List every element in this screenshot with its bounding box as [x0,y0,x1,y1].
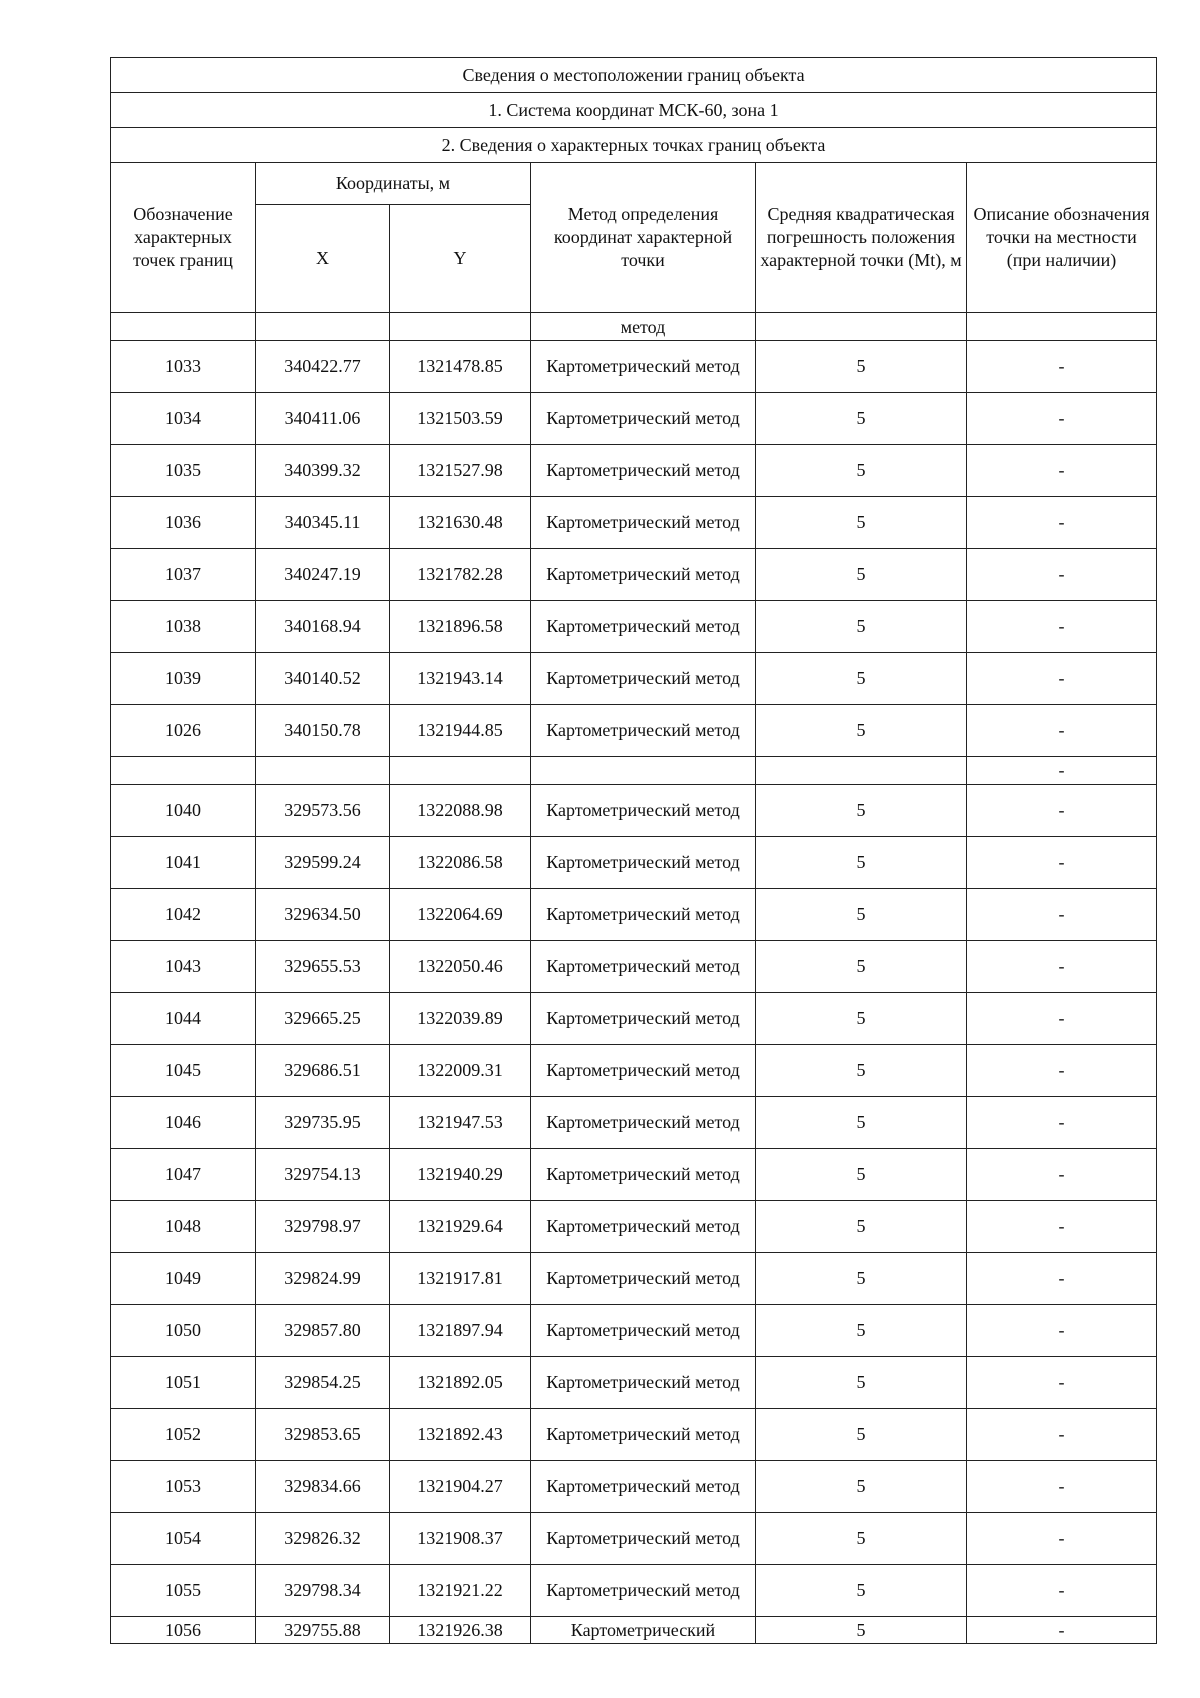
cell-coord-y: 1322086.58 [390,837,531,889]
cell-point-id: 1034 [111,393,256,445]
table-row [111,1045,1157,1097]
cell-point-id: 1049 [111,1253,256,1305]
cell-method: Картометрический метод [531,1513,756,1565]
cell-coord-y: 1321926.38 [390,1617,531,1644]
cell-mt-error: 5 [756,1097,967,1149]
cell-coord-x: 329826.32 [256,1513,390,1565]
document-page [110,57,1156,1644]
cell-point-id: 1052 [111,1409,256,1461]
cell-point-id: 1043 [111,941,256,993]
cell-coord-y: 1322009.31 [390,1045,531,1097]
cell-description: - [967,1305,1157,1357]
table-row [111,1253,1157,1305]
cell-method-fragment: метод [531,313,756,341]
cell-method: Картометрический метод [531,341,756,393]
cell-method: Картометрический метод [531,941,756,993]
cell-method: Картометрический метод [531,1253,756,1305]
table-row [111,341,1157,393]
cell-description: - [967,1357,1157,1409]
cell-method: Картометрический метод [531,497,756,549]
cell-mt-error: 5 [756,1253,967,1305]
cell-description: - [967,1409,1157,1461]
header-x: X [256,205,390,313]
cell-coord-y: 1321929.64 [390,1201,531,1253]
cell-point-id: 1035 [111,445,256,497]
cell-point-id: 1039 [111,653,256,705]
cell-coord-y: 1321892.05 [390,1357,531,1409]
table-row [111,497,1157,549]
cell-empty [390,757,531,785]
cell-mt-error: 5 [756,497,967,549]
cell-point-id: 1041 [111,837,256,889]
table-title: Сведения о местоположении границ объекта [111,58,1157,93]
cell-point-id: 1038 [111,601,256,653]
cell-description: - [967,341,1157,393]
table-row [111,1097,1157,1149]
cell-mt-error: 5 [756,1149,967,1201]
cell-method: Картометрический метод [531,1305,756,1357]
cell-method: Картометрический метод [531,1201,756,1253]
table-row [111,993,1157,1045]
cell-description: - [967,757,1157,785]
cell-point-id: 1047 [111,1149,256,1201]
cell-empty [967,313,1157,341]
cell-coord-x: 329755.88 [256,1617,390,1644]
cell-description: - [967,549,1157,601]
cell-description: - [967,1201,1157,1253]
cell-empty [390,313,531,341]
cell-mt-error: 5 [756,601,967,653]
cell-coord-x: 340150.78 [256,705,390,757]
cell-coord-y: 1321947.53 [390,1097,531,1149]
cell-point-id: 1048 [111,1201,256,1253]
cell-coord-y: 1321897.94 [390,1305,531,1357]
cell-coord-y: 1321917.81 [390,1253,531,1305]
cell-coord-x: 340140.52 [256,653,390,705]
cell-method: Картометрический метод [531,1045,756,1097]
cell-method: Картометрический метод [531,1097,756,1149]
cell-empty [756,313,967,341]
cell-mt-error: 5 [756,393,967,445]
cell-point-id: 1040 [111,785,256,837]
cell-method: Картометрический метод [531,1565,756,1617]
cell-coord-x: 329853.65 [256,1409,390,1461]
cell-description: - [967,1461,1157,1513]
cell-mt-error: 5 [756,785,967,837]
cell-coord-x: 340345.11 [256,497,390,549]
cell-description: - [967,993,1157,1045]
cell-empty [256,757,390,785]
table-row [111,785,1157,837]
cell-point-id: 1044 [111,993,256,1045]
cell-description: - [967,1097,1157,1149]
cell-description: - [967,1253,1157,1305]
cell-coord-x: 340399.32 [256,445,390,497]
cell-mt-error: 5 [756,1565,967,1617]
cell-coord-x: 329735.95 [256,1097,390,1149]
table-row [111,1149,1157,1201]
table-row [111,1357,1157,1409]
cell-method: Картометрический метод [531,837,756,889]
cell-description: - [967,497,1157,549]
cell-method: Картометрический метод [531,1149,756,1201]
table-row [111,1409,1157,1461]
cell-method: Картометрический метод [531,1409,756,1461]
cell-method: Картометрический [531,1617,756,1644]
table-row [111,1513,1157,1565]
cell-coord-y: 1322088.98 [390,785,531,837]
cell-point-id: 1036 [111,497,256,549]
cell-mt-error: 5 [756,1409,967,1461]
cell-coord-y: 1321896.58 [390,601,531,653]
header-description: Описание обозначения точки на местности (при наличии) [967,163,1157,313]
header-point-designation: Обозначение характерных точек границ [111,163,256,313]
cell-coord-y: 1321943.14 [390,653,531,705]
table-row [111,705,1157,757]
cell-description: - [967,393,1157,445]
cell-description: - [967,1045,1157,1097]
cell-coord-y: 1321478.85 [390,341,531,393]
table-row [111,837,1157,889]
cell-point-id: 1033 [111,341,256,393]
cell-point-id: 1042 [111,889,256,941]
cell-method: Картометрический метод [531,1461,756,1513]
cell-coord-y: 1322039.89 [390,993,531,1045]
cell-method: Картометрический метод [531,393,756,445]
cell-coord-x: 329686.51 [256,1045,390,1097]
table-row [111,653,1157,705]
table-row [111,601,1157,653]
cell-coord-y: 1321630.48 [390,497,531,549]
cell-description: - [967,837,1157,889]
cell-description: - [967,1149,1157,1201]
cell-coord-x: 329857.80 [256,1305,390,1357]
cell-coord-x: 329854.25 [256,1357,390,1409]
cell-coord-x: 329754.13 [256,1149,390,1201]
cell-coord-x: 329573.56 [256,785,390,837]
table-row [111,393,1157,445]
cell-point-id: 1026 [111,705,256,757]
cell-mt-error: 5 [756,837,967,889]
cell-coord-x: 329655.53 [256,941,390,993]
table-row [111,1305,1157,1357]
header-coordinates: Координаты, м [256,163,531,205]
table-row-last [111,1617,1157,1644]
cell-description: - [967,785,1157,837]
cell-description: - [967,1513,1157,1565]
cell-coord-x: 329599.24 [256,837,390,889]
table-row [111,889,1157,941]
cell-empty [756,757,967,785]
cell-coord-y: 1321921.22 [390,1565,531,1617]
cell-description: - [967,1617,1157,1644]
cell-point-id: 1056 [111,1617,256,1644]
cell-point-id: 1045 [111,1045,256,1097]
boundary-points-table [110,57,1157,1644]
cell-point-id: 1037 [111,549,256,601]
table-row [111,941,1157,993]
header-error: Средняя квадратическая погрешность положения характерной точки (Mt), м [756,163,967,313]
cell-coord-x: 329834.66 [256,1461,390,1513]
cell-coord-x: 329634.50 [256,889,390,941]
cell-coord-x: 329665.25 [256,993,390,1045]
cell-coord-x: 340247.19 [256,549,390,601]
table-row [111,549,1157,601]
cell-empty [111,313,256,341]
cell-coord-y: 1321503.59 [390,393,531,445]
cell-mt-error: 5 [756,653,967,705]
cell-mt-error: 5 [756,705,967,757]
cell-mt-error: 5 [756,445,967,497]
cell-empty [256,313,390,341]
table-row [111,1565,1157,1617]
cell-coord-x: 329824.99 [256,1253,390,1305]
table-row [111,1201,1157,1253]
cell-point-id: 1055 [111,1565,256,1617]
cell-mt-error: 5 [756,889,967,941]
table-row [111,445,1157,497]
cell-coord-x: 340411.06 [256,393,390,445]
cell-method: Картометрический метод [531,889,756,941]
cell-description: - [967,889,1157,941]
cell-mt-error: 5 [756,341,967,393]
cell-coord-y: 1322050.46 [390,941,531,993]
cell-description: - [967,601,1157,653]
cell-description: - [967,705,1157,757]
cell-point-id: 1054 [111,1513,256,1565]
table-row [111,1461,1157,1513]
cell-mt-error: 5 [756,1357,967,1409]
cell-mt-error: 5 [756,1617,967,1644]
cell-mt-error: 5 [756,993,967,1045]
cell-method: Картометрический метод [531,705,756,757]
cell-description: - [967,941,1157,993]
points-section-title: 2. Сведения о характерных точках границ объекта [111,128,1157,163]
cell-point-id: 1051 [111,1357,256,1409]
cell-mt-error: 5 [756,1513,967,1565]
cell-coord-x: 329798.34 [256,1565,390,1617]
cell-mt-error: 5 [756,941,967,993]
cell-coord-y: 1321892.43 [390,1409,531,1461]
cell-method: Картометрический метод [531,1357,756,1409]
header-y: Y [390,205,531,313]
cell-point-id: 1046 [111,1097,256,1149]
coordinate-system: 1. Система координат МСК-60, зона 1 [111,93,1157,128]
header-method: Метод определения координат характерной точки [531,163,756,313]
cell-coord-y: 1321908.37 [390,1513,531,1565]
cell-method: Картометрический метод [531,549,756,601]
cell-empty [111,757,256,785]
cell-description: - [967,653,1157,705]
cell-coord-y: 1321940.29 [390,1149,531,1201]
cell-method: Картометрический метод [531,653,756,705]
cell-method: Картометрический метод [531,445,756,497]
cell-coord-y: 1321904.27 [390,1461,531,1513]
cell-coord-y: 1321782.28 [390,549,531,601]
cell-empty [531,757,756,785]
table-row-fragment [111,313,1157,341]
cell-mt-error: 5 [756,549,967,601]
cell-coord-y: 1321527.98 [390,445,531,497]
cell-method: Картометрический метод [531,993,756,1045]
cell-method: Картометрический метод [531,601,756,653]
cell-coord-y: 1321944.85 [390,705,531,757]
cell-coord-x: 329798.97 [256,1201,390,1253]
cell-coord-x: 340168.94 [256,601,390,653]
cell-coord-y: 1322064.69 [390,889,531,941]
cell-mt-error: 5 [756,1201,967,1253]
cell-description: - [967,1565,1157,1617]
cell-mt-error: 5 [756,1045,967,1097]
cell-method: Картометрический метод [531,785,756,837]
cell-mt-error: 5 [756,1461,967,1513]
cell-mt-error: 5 [756,1305,967,1357]
cell-point-id: 1053 [111,1461,256,1513]
table-row-separator [111,757,1157,785]
cell-coord-x: 340422.77 [256,341,390,393]
cell-description: - [967,445,1157,497]
cell-point-id: 1050 [111,1305,256,1357]
